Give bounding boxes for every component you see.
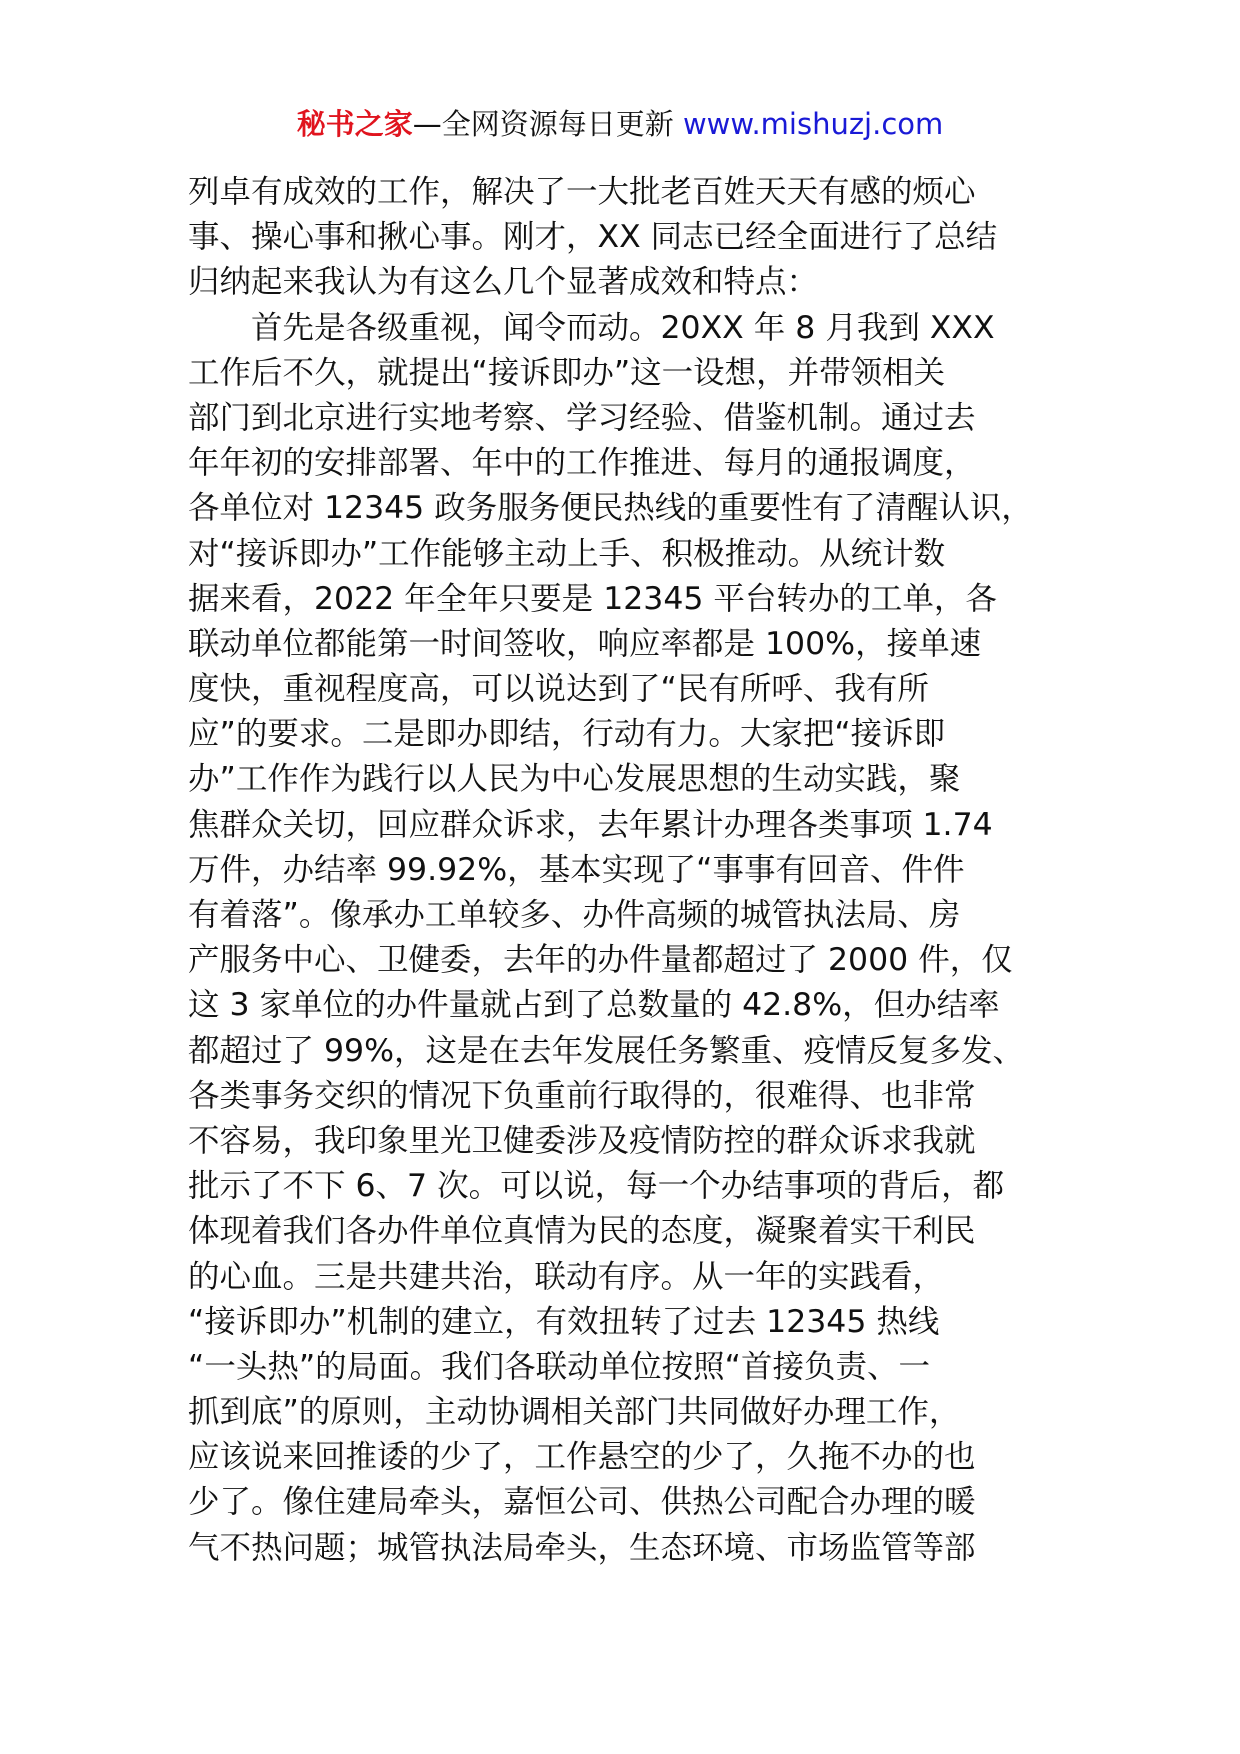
body-line: 有着落”。像承办工单较多、办件高频的城管执法局、房 — [188, 897, 961, 933]
body-line: 联动单位都能第一时间签收，响应率都是 100%，接单速 — [188, 625, 982, 662]
body-line: 都超过了 99%，这是在去年发展任务繁重、疫情反复多发、 — [188, 1032, 1025, 1069]
body-line: 办”工作作为践行以人民为中心发展思想的生动实践，聚 — [188, 761, 961, 798]
header-tagline: —全网资源每日更新 — [412, 107, 674, 141]
body-line: 各类事务交织的情况下负重前行取得的，很难得、也非常 — [188, 1077, 976, 1114]
body-line: 焦群众关切，回应群众诉求，去年累计办理各类事项 1.74 — [188, 806, 993, 843]
body-line: 事、操心事和揪心事。刚才，XX 同志已经全面进行了总结 — [188, 219, 998, 256]
page-header — [0, 104, 1240, 144]
body-line: 应该说来回推诿的少了，工作悬空的少了，久拖不办的也 — [188, 1439, 976, 1476]
document-body — [188, 170, 1088, 1571]
body-line: 归纳起来我认为有这么几个显著成效和特点： — [188, 264, 819, 301]
body-line: 对“接诉即办”工作能够主动上手、积极推动。从统计数 — [188, 535, 946, 572]
body-line: 少了。像住建局牵头，嘉恒公司、供热公司配合办理的暖 — [188, 1484, 976, 1521]
body-line: “接诉即办”机制的建立，有效扭转了过去 12345 热线 — [188, 1303, 940, 1340]
body-line: 应”的要求。二是即办即结，行动有力。大家把“接诉即 — [188, 716, 946, 753]
body-line: 体现着我们各办件单位真情为民的态度，凝聚着实干利民 — [188, 1213, 976, 1250]
body-line: 批示了不下 6、7 次。可以说，每一个办结事项的背后，都 — [188, 1168, 1005, 1205]
body-line: 度快，重视程度高，可以说达到了“民有所呼、我有所 — [188, 671, 929, 708]
body-line: 工作后不久，就提出“接诉即办”这一设想，并带领相关 — [188, 354, 946, 391]
body-line: “一头热”的局面。我们各联动单位按照“首接负责、一 — [188, 1348, 930, 1385]
body-line: 这 3 家单位的办件量就占到了总数量的 42.8%，但办结率 — [188, 987, 1000, 1024]
site-url-link[interactable]: www.mishuzj.com — [682, 107, 944, 141]
body-line: 年年初的安排部署、年中的工作推进、每月的通报调度， — [188, 445, 976, 482]
body-line: 据来看，2022 年全年只要是 12345 平台转办的工单，各 — [188, 580, 997, 617]
body-line: 万件，办结率 99.92%，基本实现了“事事有回音、件件 — [188, 851, 965, 888]
body-line: 首先是各级重视，闻令而动。20XX 年 8 月我到 XXX — [188, 309, 995, 346]
brand-name: 秘书之家 — [296, 107, 413, 141]
body-line: 抓到底”的原则，主动协调相关部门共同做好办理工作， — [188, 1394, 961, 1431]
body-line: 气不热问题；城管执法局牵头，生态环境、市场监管等部 — [188, 1529, 976, 1566]
body-line: 各单位对 12345 政务服务便民热线的重要性有了清醒认识， — [188, 490, 1033, 527]
body-line: 部门到北京进行实地考察、学习经验、借鉴机制。通过去 — [188, 399, 976, 436]
body-line: 不容易，我印象里光卫健委涉及疫情防控的群众诉求我就 — [188, 1122, 976, 1159]
body-line: 列卓有成效的工作，解决了一大批老百姓天天有感的烦心 — [188, 174, 976, 210]
body-line: 产服务中心、卫健委，去年的办件量都超过了 2000 件，仅 — [188, 942, 1013, 979]
body-line: 的心血。三是共建共治，联动有序。从一年的实践看， — [188, 1258, 945, 1295]
